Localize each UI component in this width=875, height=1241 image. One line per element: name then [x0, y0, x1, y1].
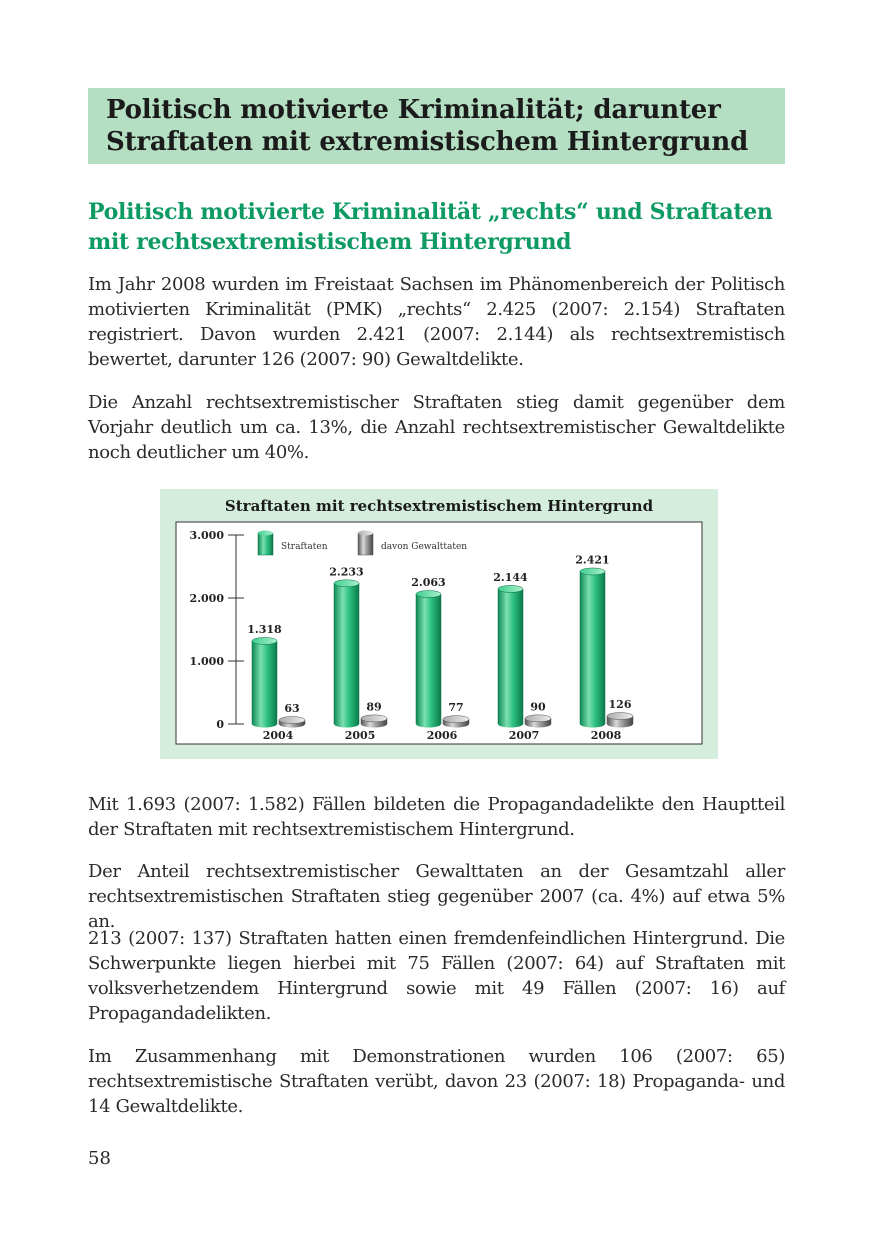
bar-straftaten-2008	[580, 571, 605, 724]
paragraph-demonstrationen: Im Zusammenhang mit Demonstrationen wurden 106 (2007: 65) rechtsextremistische Straftaten verübt, davon 23 (2007: 18) Propaganda- und 14 Gewaltdelikte.	[88, 1046, 785, 1117]
y-tick-label: 0	[216, 718, 224, 731]
value-label-gewalttaten-2006: 77	[448, 701, 464, 715]
bar-cap	[416, 591, 441, 598]
bar-chart	[160, 489, 718, 759]
chart-panel	[160, 489, 718, 759]
value-label-straftaten-2004: 1.318	[247, 622, 282, 636]
bar-base	[252, 721, 277, 728]
bar-cap	[443, 716, 469, 723]
bar-cap	[279, 717, 305, 724]
bar-base	[416, 721, 441, 728]
value-label-gewalttaten-2007: 90	[530, 700, 546, 714]
bar-base	[607, 721, 633, 728]
page-number: 58	[88, 1148, 111, 1169]
value-label-straftaten-2006: 2.063	[411, 576, 446, 590]
value-label-gewalttaten-2005: 89	[366, 700, 382, 714]
value-label-gewalttaten-2004: 63	[284, 702, 300, 716]
y-tick-label: 3.000	[189, 529, 224, 542]
value-label-gewalttaten-2008: 126	[608, 698, 632, 712]
bar-straftaten-2004	[252, 641, 277, 724]
chart-title: Straftaten mit rechtsextremistischem Hintergrund	[224, 497, 654, 515]
legend-swatch-cap	[358, 531, 373, 536]
bar-cap	[334, 580, 359, 587]
x-tick-label-2004: 2004	[262, 729, 294, 742]
value-label-straftaten-2007: 2.144	[493, 570, 528, 584]
y-tick-label: 1.000	[189, 655, 224, 668]
x-tick-label-2005: 2005	[344, 729, 376, 742]
paragraph-anstieg: Die Anzahl rechtsextremistischer Straftaten stieg damit gegenüber dem Vorjahr deutlich um ca. 13%, die Anzahl rechtsextremistischer Gewaltdelikte noch deutlicher um 40%.	[88, 392, 785, 463]
bar-cap	[525, 715, 551, 722]
section-title-line1: Politisch motivierte Kriminalität; darunter	[106, 95, 721, 125]
value-label-straftaten-2008: 2.421	[575, 553, 610, 567]
bar-cap	[580, 568, 605, 575]
x-tick-label-2008: 2008	[590, 729, 622, 742]
bar-base	[580, 721, 605, 728]
subsection-title-line2: mit rechtsextremistischem Hintergrund	[88, 229, 572, 255]
bar-base	[498, 721, 523, 728]
legend-swatch-gewalttaten	[358, 533, 373, 555]
x-tick-label-2006: 2006	[426, 729, 458, 742]
bar-straftaten-2007	[498, 589, 523, 724]
paragraph-propagandadelikte: Mit 1.693 (2007: 1.582) Fällen bildeten die Propagandadelikte den Hauptteil der Straftaten mit rechtsextremistischem Hintergrund.	[88, 794, 785, 840]
bar-straftaten-2006	[416, 594, 441, 724]
bar-cap	[252, 637, 277, 644]
x-tick-label-2007: 2007	[508, 729, 540, 742]
bar-base	[334, 721, 359, 728]
section-title	[106, 94, 767, 158]
y-tick-label: 2.000	[189, 592, 224, 605]
legend-label-gewalttaten: davon Gewalttaten	[381, 542, 468, 552]
section-title-line2: Straftaten mit extremistischem Hintergrund	[106, 127, 749, 157]
legend-swatch-straftaten	[258, 533, 273, 555]
legend-label-straftaten: Straftaten	[281, 542, 328, 552]
bar-cap	[498, 585, 523, 592]
paragraph-fremdenfeindlich: 213 (2007: 137) Straftaten hatten einen fremdenfeindlichen Hintergrund. Die Schwerpunkte liegen hierbei mit 75 Fällen (2007: 64) auf Straftaten mit volksverhetzendem Hintergrund sowie mit 49 Fällen (2007: 16) auf Propagandadelikten.	[88, 928, 785, 1024]
legend-swatch-cap	[258, 531, 273, 536]
paragraph-anteil-gewalttaten: Der Anteil rechtsextremistischer Gewalttaten an der Gesamtzahl aller rechtsextremistischen Straftaten stieg gegenüber 2007 (ca. 4%) auf etwa 5% an.	[88, 861, 785, 932]
section-header-box	[88, 88, 785, 164]
paragraph-pmk-rechts: Im Jahr 2008 wurden im Freistaat Sachsen im Phänomenbereich der Politisch motivierten Kriminalität (PMK) „rechts“ 2.425 (2007: 2.154) Straftaten registriert. Davon wurden 2.421 (2007: 2.144) als rechtsextremistisch bewertet, darunter 126 (2007: 90) Gewaltdelikte.	[88, 274, 785, 370]
bar-straftaten-2005	[334, 583, 359, 724]
value-label-straftaten-2005: 2.233	[329, 565, 364, 579]
subsection-title-line1: Politisch motivierte Kriminalität „rechts“ und Straftaten	[88, 199, 773, 225]
bar-cap	[607, 713, 633, 720]
bar-cap	[361, 715, 387, 722]
subsection-title	[88, 197, 785, 257]
